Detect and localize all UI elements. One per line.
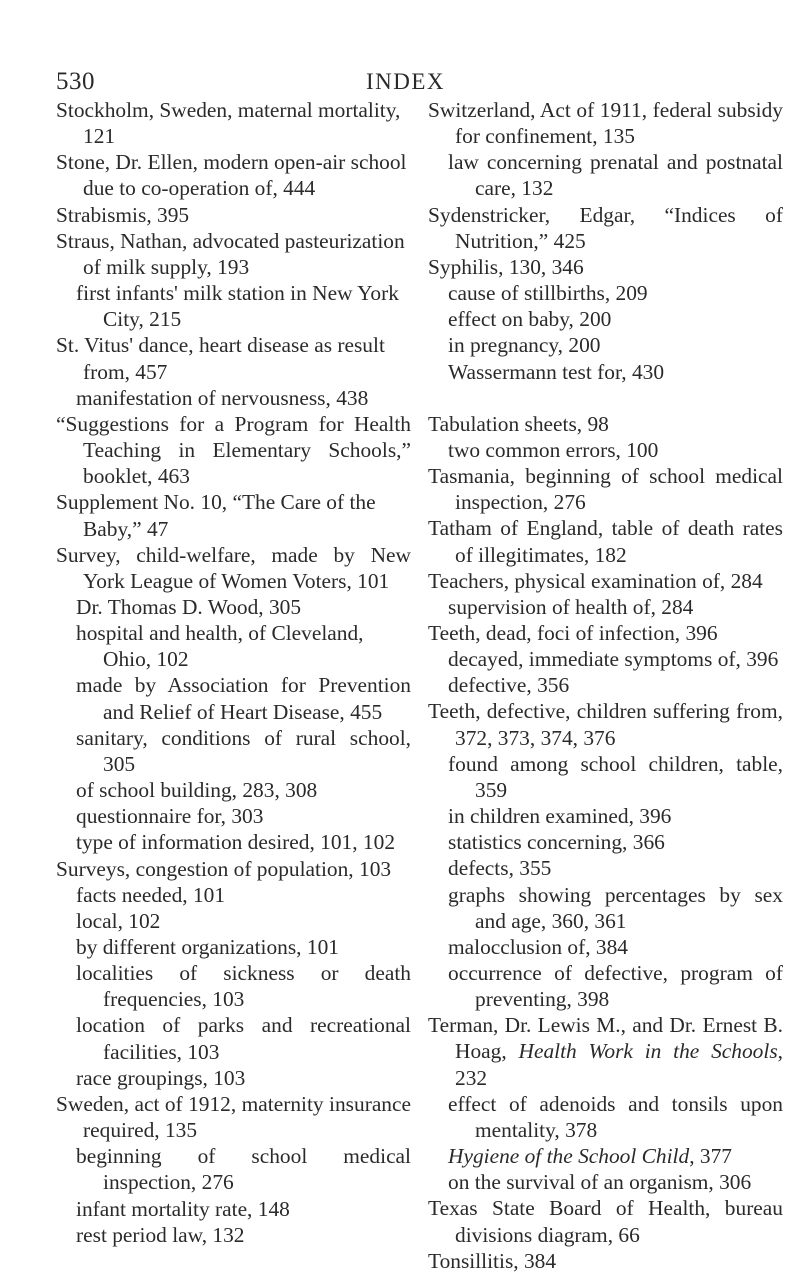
- index-subentry: found among school children, table, 359: [448, 751, 783, 802]
- index-entry-surveys: Surveys, congestion of population, 103: [56, 856, 392, 881]
- index-subentry: of school building, 283, 308: [76, 778, 318, 803]
- index-entry-suggestions: “Suggestions for a Program for Health Teaching in Elementary Schools,” booklet, 463: [56, 411, 411, 489]
- index-subentry: occurrence of defective, program of preventing, 398: [448, 961, 783, 1012]
- index-subentry: defects, 355: [448, 856, 552, 881]
- index-subentry: questionnaire for, 303: [76, 804, 264, 829]
- index-entry-switzerland: Switzerland, Act of 1911, federal subsidy for confinement, 135: [428, 98, 783, 149]
- index-subentry: race groupings, 103: [76, 1065, 246, 1090]
- index-subentry: supervision of health of, 284: [448, 594, 694, 619]
- index-entry-syphilis: Syphilis, 130, 346: [428, 254, 584, 279]
- index-subentry: manifestation of nervousness, 438: [76, 385, 369, 410]
- index-entry-tabulation: Tabulation sheets, 98: [428, 411, 609, 436]
- index-subentry: statistics concerning, 366: [448, 830, 665, 855]
- index-subentry: first infants' milk station in New York City, 215: [76, 281, 399, 332]
- index-subentry: law concerning prenatal and postnatal care, 132: [448, 150, 783, 201]
- index-subentry: infant mortality rate, 148: [76, 1196, 290, 1221]
- index-entry-texas: Texas State Board of Health, bureau divisions diagram, 66: [428, 1196, 783, 1247]
- page-header: [56, 68, 776, 96]
- index-entry-stone: Stone, Dr. Ellen, modern open-air school due to co-operation of, 444: [56, 150, 407, 201]
- index-subentry: type of information desired, 101, 102: [76, 830, 396, 855]
- index-entry-tasmania: Tasmania, beginning of school medical inspection, 276: [428, 464, 783, 515]
- index-subentry: cause of stillbirths, 209: [448, 281, 648, 306]
- index-entry-tonsillitis: Tonsillitis, 384: [428, 1248, 557, 1273]
- index-entry-survey: Survey, child-welfare, made by New York League of Women Voters, 101: [56, 542, 411, 593]
- index-column-left: [56, 97, 411, 1248]
- index-entry-tatham: Tatham of England, table of death rates of illegitimates, 182: [428, 516, 783, 567]
- index-entry-st-vitus: St. Vitus' dance, heart disease as result from, 457: [56, 333, 385, 384]
- index-entry-supplement: Supplement No. 10, “The Care of the Baby,” 47: [56, 490, 376, 541]
- running-head: INDEX: [366, 69, 446, 94]
- index-entry-strabismis: Strabismis, 395: [56, 202, 190, 227]
- index-subentry: graphs showing percentages by sex and age, 360, 361: [448, 882, 783, 933]
- index-subentry: made by Association for Prevention and Relief of Heart Disease, 455: [76, 673, 411, 724]
- index-subentry: local, 102: [76, 908, 161, 933]
- index-subentry: two common errors, 100: [448, 437, 659, 462]
- index-entry-sweden: Sweden, act of 1912, maternity insurance required, 135: [56, 1091, 411, 1143]
- index-subentry: Wassermann test for, 430: [448, 359, 665, 384]
- index-subentry: beginning of school medical inspection, 276: [76, 1144, 411, 1195]
- index-subentry: by different organizations, 101: [76, 935, 339, 959]
- index-subentry: decayed, immediate symptoms of, 396: [448, 647, 779, 672]
- index-entry-sydenstricker: Sydenstricker, Edgar, “Indices of Nutrition,” 425: [428, 202, 783, 253]
- index-subentry: localities of sickness or death frequencies, 103: [76, 961, 411, 1012]
- index-subentry: effect of adenoids and tonsils upon mentality, 378: [448, 1091, 783, 1142]
- index-subentry: effect on baby, 200: [448, 307, 612, 332]
- page-number: 530: [56, 68, 95, 95]
- index-entry-teachers: Teachers, physical examination of, 284: [428, 568, 763, 593]
- index-subentry: sanitary, conditions of rural school, 305: [76, 725, 411, 776]
- index-column-right: [428, 97, 783, 1274]
- index-subentry: facts needed, 101: [76, 882, 226, 907]
- index-entry-teeth-defective: Teeth, defective, children suffering from, 372, 373, 374, 376: [428, 699, 783, 750]
- index-subentry: in pregnancy, 200: [448, 333, 601, 358]
- index-entry-terman: Terman, Dr. Lewis M., and Dr. Ernest B. Hoag, Health Work in the Schools, 232: [428, 1013, 784, 1090]
- index-subentry: Dr. Thomas D. Wood, 305: [76, 594, 302, 619]
- index-entry-straus: Straus, Nathan, advocated pasteurization of milk supply, 193: [56, 228, 405, 279]
- index-subentry: Hygiene of the School Child, 377: [448, 1144, 732, 1169]
- index-subentry: location of parks and recreational facilities, 103: [76, 1013, 411, 1064]
- index-entry-stockholm: Stockholm, Sweden, maternal mortality, 121: [56, 98, 401, 149]
- index-subentry: on the survival of an organism, 306: [448, 1170, 752, 1195]
- index-subentry: hospital and health, of Cleveland, Ohio, 102: [76, 621, 364, 672]
- index-subentry: rest period law, 132: [76, 1222, 245, 1247]
- index-subentry: defective, 356: [448, 673, 570, 698]
- index-entry-teeth-dead: Teeth, dead, foci of infection, 396: [428, 620, 718, 645]
- index-subentry: in children examined, 396: [448, 804, 672, 829]
- index-subentry: malocclusion of, 384: [448, 934, 629, 959]
